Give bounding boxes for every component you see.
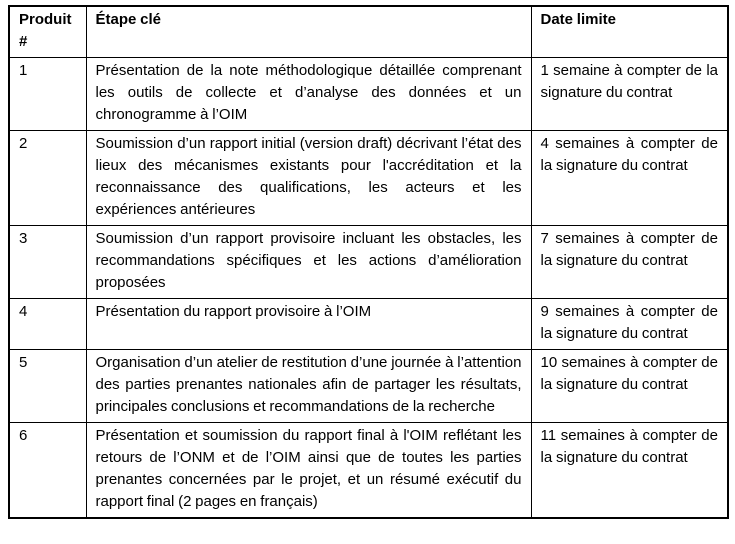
etape-cell: Présentation et soumission du rapport final à l'OIM reflétant les retours de l’ONM et de l’OIM ainsi que de toutes les parties prenantes concernées par le projet, et un résumé exécutif du rapport final (2 pages en français)	[86, 423, 531, 519]
column-header-produit: Produit #	[9, 6, 86, 58]
table-row	[9, 131, 728, 226]
document-page	[8, 5, 729, 519]
date-cell: 11 semaines à compter de la signature du contrat	[531, 423, 728, 519]
date-cell: 7 semaines à compter de la signature du contrat	[531, 226, 728, 299]
etape-cell: Soumission d’un rapport provisoire incluant les obstacles, les recommandations spécifiques et les actions d’amélioration proposées	[86, 226, 531, 299]
etape-cell: Présentation du rapport provisoire à l’OIM	[86, 299, 531, 350]
produit-cell: 1	[9, 58, 86, 131]
etape-cell: Soumission d’un rapport initial (version draft) décrivant l’état des lieux des mécanismes existants pour l'accréditation et la reconnaissance des qualifications, les acteurs et les expériences antérieures	[86, 131, 531, 226]
produit-cell: 3	[9, 226, 86, 299]
date-cell: 9 semaines à compter de la signature du contrat	[531, 299, 728, 350]
date-cell: 1 semaine à compter de la signature du contrat	[531, 58, 728, 131]
column-header-etape: Étape clé	[86, 6, 531, 58]
etape-cell: Organisation d’un atelier de restitution d’une journée à l’attention des parties prenantes nationales afin de partager les résultats, principales conclusions et recommandations de la recherche	[86, 350, 531, 423]
produit-cell: 5	[9, 350, 86, 423]
table-row	[9, 423, 728, 519]
date-cell: 4 semaines à compter de la signature du contrat	[531, 131, 728, 226]
table-row	[9, 350, 728, 423]
table-row	[9, 58, 728, 131]
table-row	[9, 299, 728, 350]
etape-cell: Présentation de la note méthodologique détaillée comprenant les outils de collecte et d’analyse des données et un chronogramme à l’OIM	[86, 58, 531, 131]
produit-cell: 4	[9, 299, 86, 350]
header-row	[9, 6, 728, 58]
column-header-date: Date limite	[531, 6, 728, 58]
deliverables-table	[8, 5, 729, 519]
produit-cell: 6	[9, 423, 86, 519]
date-cell: 10 semaines à compter de la signature du contrat	[531, 350, 728, 423]
produit-cell: 2	[9, 131, 86, 226]
table-row	[9, 226, 728, 299]
